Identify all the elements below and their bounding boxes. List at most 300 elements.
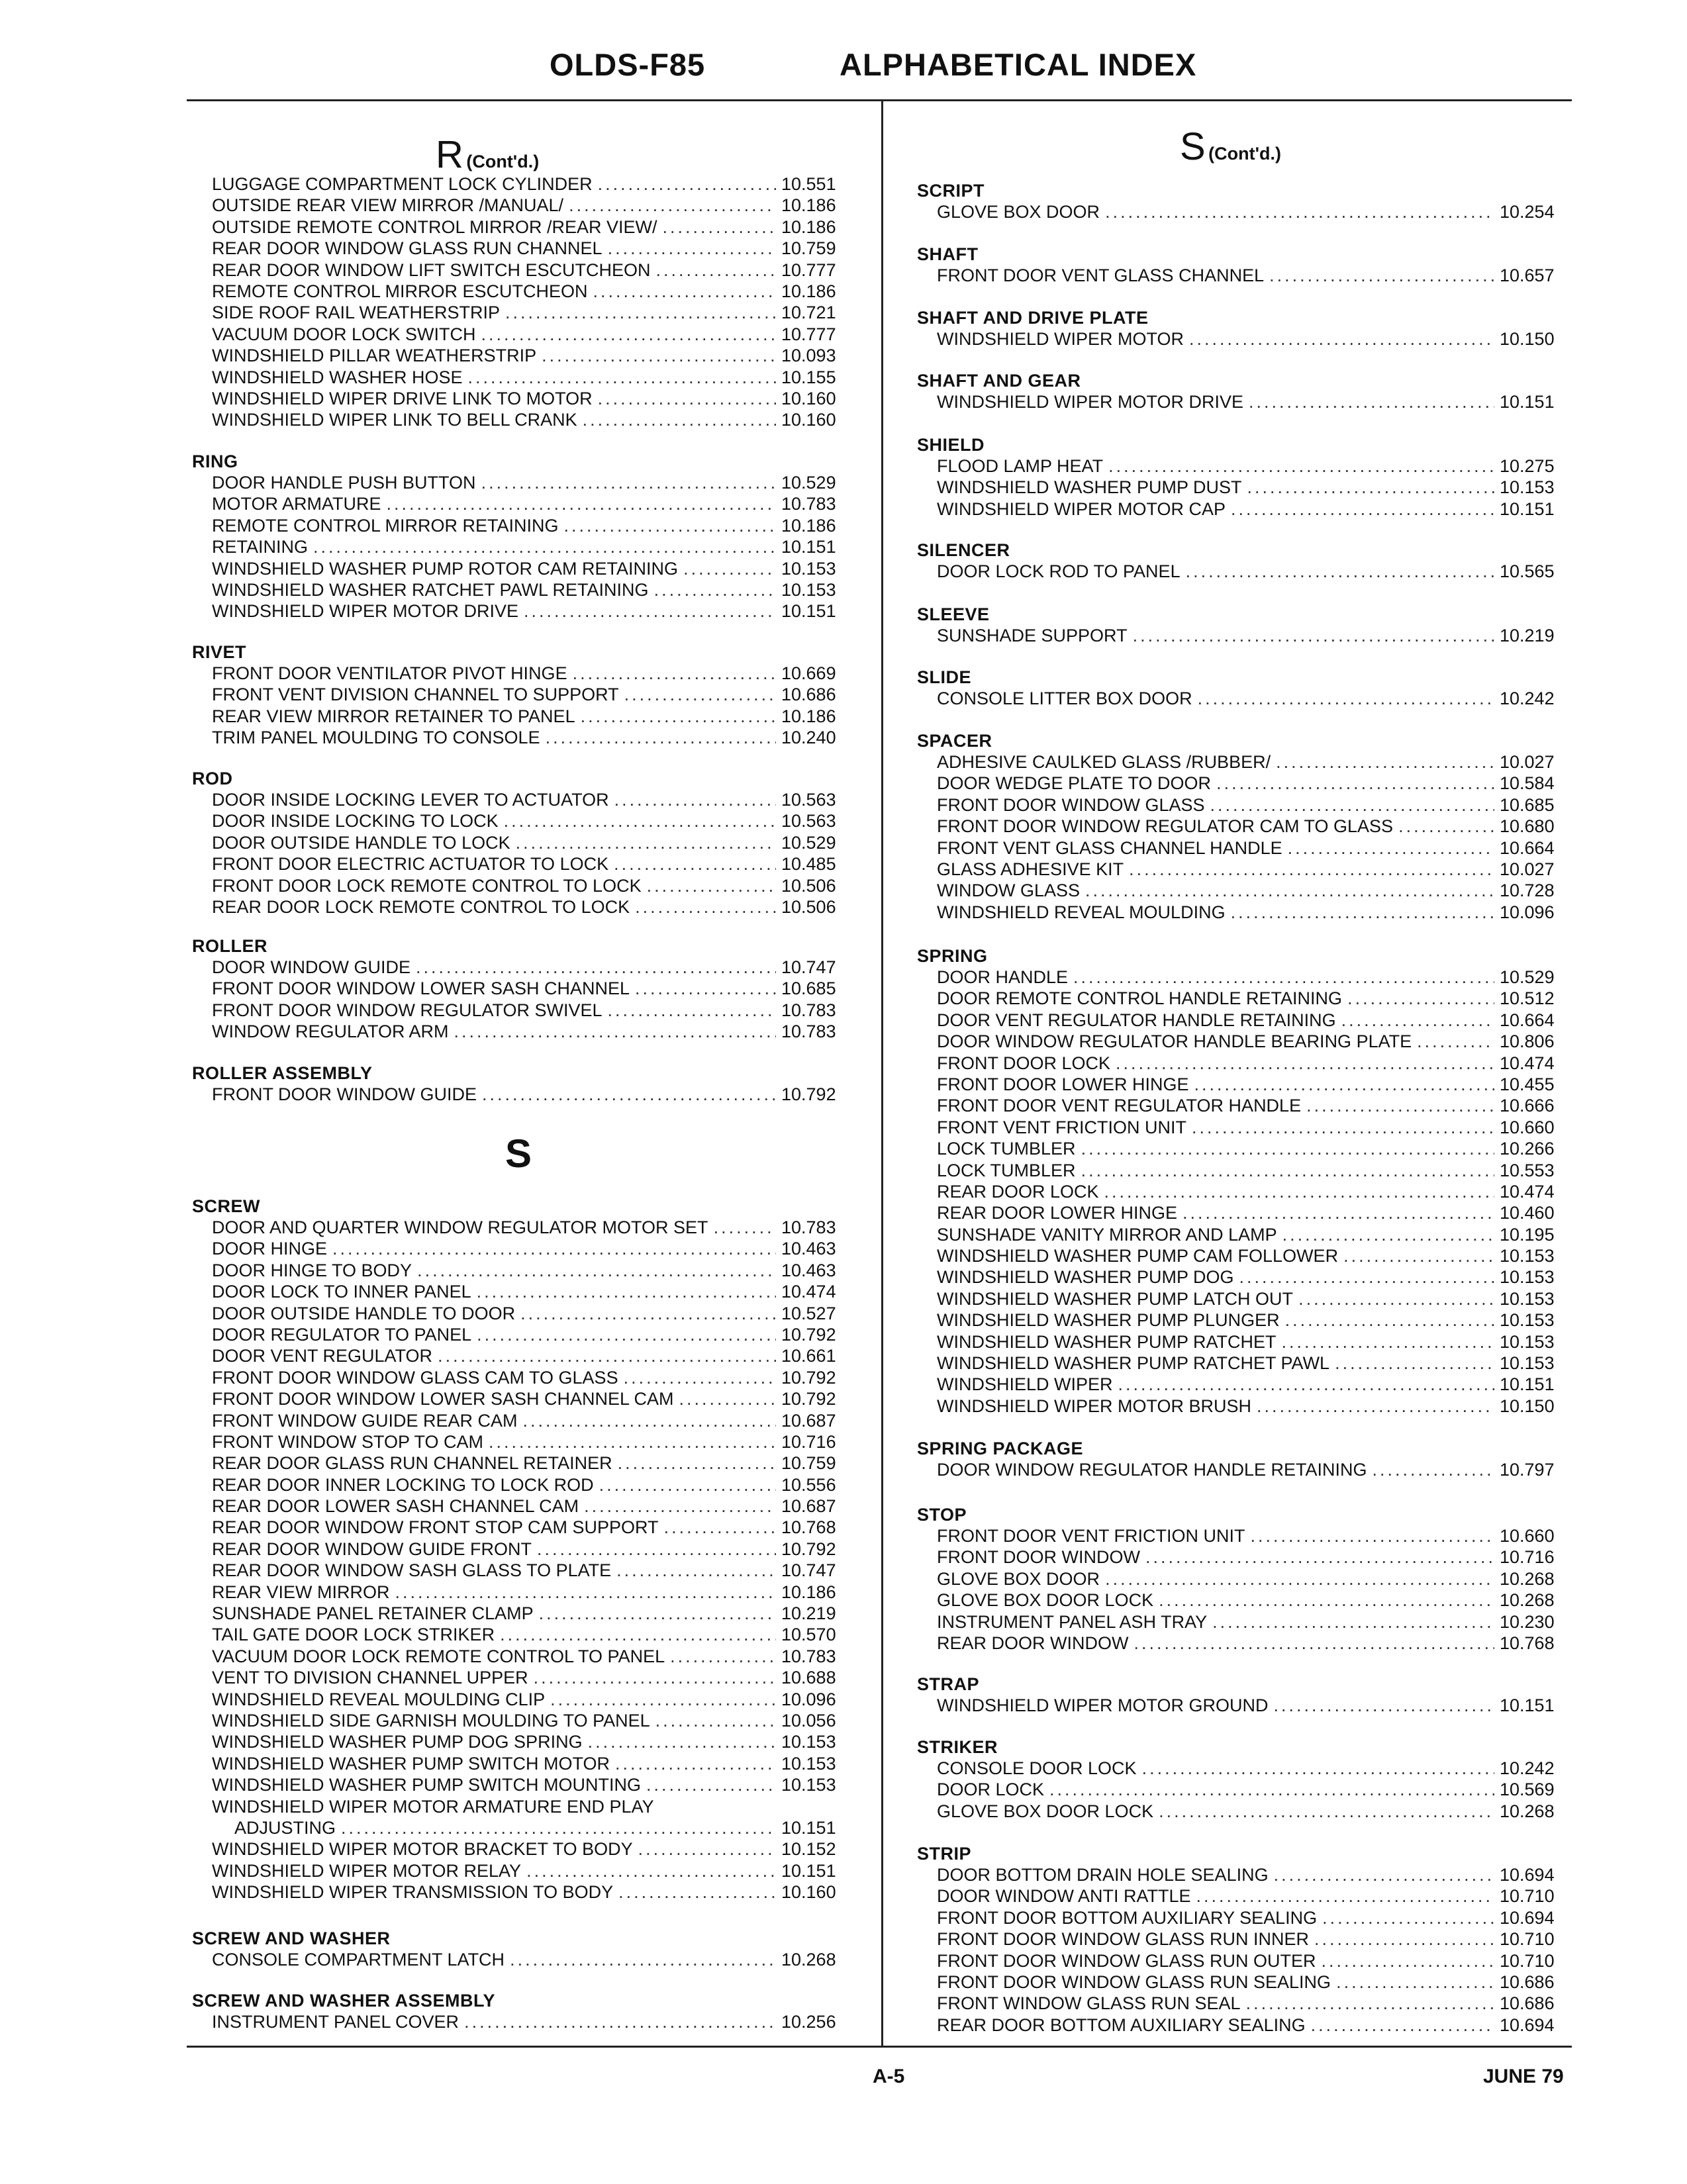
entry-page-ref: 10.268: [1500, 1568, 1555, 1589]
index-entry: [192, 853, 854, 875]
entry-text: FRONT DOOR WINDOW GLASS RUN OUTER: [937, 1950, 1316, 1971]
dot-leader: [608, 238, 776, 259]
entry-page-ref: 10.256: [781, 2012, 836, 2032]
index-entry: [192, 1838, 854, 1860]
dot-leader: [523, 1410, 777, 1431]
entry-page-ref: 10.153: [781, 558, 836, 579]
entry-page-ref: 10.694: [1500, 2015, 1555, 2035]
entry-page-ref: 10.716: [1500, 1547, 1555, 1568]
index-entry: [192, 238, 854, 259]
dot-leader: [663, 216, 776, 238]
entry-text: MOTOR ARMATURE: [212, 494, 381, 514]
index-entry: [917, 1202, 1572, 1223]
dot-leader: [618, 1452, 776, 1474]
index-entry: [192, 1646, 854, 1667]
dot-leader: [1298, 1288, 1494, 1309]
entry-page-ref: 10.570: [781, 1625, 836, 1645]
dot-leader: [1288, 837, 1494, 859]
entry-text: DOOR WINDOW REGULATOR HANDLE RETAINING: [937, 1460, 1367, 1480]
dot-leader: [1192, 1117, 1494, 1138]
index-entry: [192, 1710, 854, 1731]
index-entry: [192, 1238, 854, 1259]
dot-leader: [1142, 1758, 1494, 1779]
group-spring-package: [917, 1438, 1572, 1480]
dot-leader: [683, 558, 776, 579]
dot-leader: [1105, 1568, 1494, 1590]
entry-text: WINDSHIELD WIPER TRANSMISSION TO BODY: [212, 1882, 614, 1903]
dot-leader: [635, 978, 776, 999]
entry-text: FRONT DOOR VENT FRICTION UNIT: [937, 1526, 1245, 1546]
entry-text: SIDE ROOF RAIL WEATHERSTRIP: [212, 303, 501, 323]
group-shaft: [917, 244, 1572, 286]
entry-page-ref: 10.768: [781, 1517, 836, 1538]
entry-text: REAR DOOR WINDOW FRONT STOP CAM SUPPORT: [212, 1517, 659, 1538]
index-entry: [192, 1796, 854, 1817]
dot-leader: [1073, 967, 1494, 988]
dot-leader: [679, 1388, 776, 1409]
index-entry: [192, 978, 854, 999]
index-entry: [192, 1021, 854, 1042]
entry-page-ref: 10.553: [1500, 1160, 1555, 1180]
group-title: SCREW AND WASHER ASSEMBLY: [192, 1991, 496, 2011]
dot-leader: [1194, 1074, 1494, 1095]
entry-page-ref: 10.455: [1500, 1074, 1555, 1094]
entry-text: WINDSHIELD WIPER MOTOR GROUND: [937, 1695, 1269, 1715]
index-entry: [917, 499, 1572, 520]
entry-text: WINDSHIELD WASHER HOSE: [212, 367, 463, 387]
dot-leader: [670, 1646, 776, 1667]
entry-text: REAR DOOR WINDOW GUIDE FRONT: [212, 1539, 532, 1559]
index-entry: [192, 1624, 854, 1645]
footer-rule: [187, 2046, 1572, 2048]
column-divider: [881, 101, 883, 2046]
entry-page-ref: 10.268: [781, 1950, 836, 1970]
entry-page-ref: 10.584: [1500, 773, 1555, 794]
group-title: SPRING PACKAGE: [917, 1439, 1084, 1458]
letter-heading-r: [436, 132, 539, 177]
index-entry: [917, 328, 1572, 350]
entry-page-ref: 10.687: [781, 1410, 836, 1431]
entry-page-ref: 10.186: [781, 515, 836, 536]
index-entry: [917, 1374, 1572, 1395]
group-title: SCRIPT: [917, 181, 985, 201]
entry-page-ref: 10.460: [1500, 1203, 1555, 1223]
entry-text: FRONT DOOR LOCK REMOTE CONTROL TO LOCK: [212, 875, 642, 896]
dot-leader: [1311, 2015, 1494, 2036]
index-entry: [192, 1474, 854, 1496]
dot-leader: [608, 1000, 776, 1021]
dot-leader: [1249, 391, 1494, 412]
index-entry: [192, 957, 854, 978]
entry-page-ref: 10.153: [781, 579, 836, 600]
index-entry: [192, 1217, 854, 1238]
entry-text: DOOR INSIDE LOCKING LEVER TO ACTUATOR: [212, 790, 609, 810]
index-entry: [917, 967, 1572, 988]
dot-leader: [464, 2011, 776, 2032]
index-entry: [917, 880, 1572, 901]
dot-leader: [615, 1753, 776, 1774]
dot-leader: [332, 1238, 776, 1259]
index-entry: [917, 1568, 1572, 1590]
index-entry: [917, 1885, 1572, 1907]
entry-page-ref: 10.687: [781, 1496, 836, 1517]
dot-leader: [1269, 265, 1494, 286]
group-title: SHAFT: [917, 244, 979, 264]
dot-leader: [655, 1710, 776, 1731]
dot-leader: [599, 1474, 776, 1496]
group-title: SLIDE: [917, 667, 972, 687]
group-shaft-and-drive-plate: [917, 307, 1572, 350]
entry-page-ref: 10.792: [781, 1324, 836, 1345]
entry-page-ref: 10.569: [1500, 1780, 1555, 1800]
entry-page-ref: 10.777: [781, 260, 836, 280]
dot-leader: [1159, 1590, 1494, 1611]
dot-leader: [520, 1303, 776, 1324]
entry-page-ref: 10.151: [781, 537, 836, 557]
index-entry: [192, 727, 854, 748]
index-entry: [917, 859, 1572, 880]
entry-page-ref: 10.056: [781, 1710, 836, 1731]
entry-page-ref: 10.556: [781, 1474, 836, 1495]
entry-page-ref: 10.268: [1500, 1801, 1555, 1821]
entry-page-ref: 10.153: [781, 1753, 836, 1774]
index-entry: [917, 988, 1572, 1009]
dot-leader: [468, 367, 776, 388]
dot-leader: [1159, 1801, 1494, 1822]
dot-leader: [638, 1838, 776, 1860]
index-entry: [917, 561, 1572, 582]
entry-text: TAIL GATE DOOR LOCK STRIKER: [212, 1625, 495, 1645]
index-entry: [917, 751, 1572, 773]
entry-text: SUNSHADE PANEL RETAINER CLAMP: [212, 1603, 534, 1624]
entry-page-ref: 10.242: [1500, 688, 1555, 708]
entry-text: WINDSHIELD WIPER DRIVE LINK TO MOTOR: [212, 388, 593, 408]
dot-leader: [583, 409, 776, 430]
dot-leader: [477, 1281, 776, 1302]
entry-text: VACUUM DOOR LOCK SWITCH: [212, 324, 476, 344]
entry-page-ref: 10.219: [1500, 626, 1555, 645]
dot-leader: [1282, 1224, 1494, 1245]
entry-page-ref: 10.728: [1500, 880, 1555, 901]
entry-page-ref: 10.710: [1500, 1929, 1555, 1950]
dot-leader: [1105, 201, 1494, 222]
entry-page-ref: 10.242: [1500, 1758, 1555, 1778]
entry-page-ref: 10.240: [781, 728, 836, 748]
dot-leader: [1251, 1525, 1495, 1546]
dot-leader: [546, 727, 776, 748]
entry-text: FRONT DOOR WINDOW GLASS RUN SEALING: [937, 1971, 1331, 1992]
group-title: RIVET: [192, 642, 247, 662]
dot-leader: [1257, 1396, 1494, 1417]
entry-page-ref: 10.254: [1500, 202, 1555, 222]
entry-text: WINDSHIELD SIDE GARNISH MOULDING TO PANEL: [212, 1710, 650, 1731]
dot-leader: [1118, 1374, 1494, 1395]
index-entry: [192, 1539, 854, 1560]
entry-text: FRONT WINDOW GUIDE REAR CAM: [212, 1410, 518, 1431]
entry-page-ref: 10.230: [1500, 1611, 1555, 1632]
entry-text: WINDOW GLASS: [937, 880, 1081, 901]
group-title: STRAP: [917, 1674, 980, 1694]
dot-leader: [664, 1517, 776, 1538]
dot-leader: [341, 1817, 776, 1838]
entry-text: GLOVE BOX DOOR LOCK: [937, 1801, 1154, 1821]
index-entry: [192, 1260, 854, 1281]
dot-leader: [1335, 1353, 1494, 1374]
index-entry: [192, 1689, 854, 1710]
entry-text: WINDSHIELD WIPER MOTOR BRUSH: [937, 1396, 1252, 1416]
index-entry: [192, 1431, 854, 1452]
index-entry: [917, 1224, 1572, 1245]
index-entry: [192, 1560, 854, 1581]
dot-leader: [489, 1431, 776, 1452]
entry-text: WINDSHIELD WASHER PUMP DUST: [937, 477, 1242, 498]
entry-page-ref: 10.266: [1500, 1139, 1555, 1159]
entry-page-ref: 10.792: [781, 1539, 836, 1559]
dot-leader: [1189, 328, 1494, 350]
letter-heading-s-cont: [1180, 124, 1281, 169]
dot-leader: [1347, 988, 1494, 1009]
index-entry: [192, 1084, 854, 1105]
entry-page-ref: 10.150: [1500, 1396, 1555, 1416]
index-entry: [192, 706, 854, 727]
group-strap: [917, 1674, 1572, 1716]
index-entry: [192, 345, 854, 366]
entry-page-ref: 10.506: [781, 875, 836, 896]
index-entry: [917, 1031, 1572, 1052]
dot-leader: [1049, 1779, 1494, 1800]
index-entry: [192, 1582, 854, 1603]
entry-text: DOOR VENT REGULATOR HANDLE RETAINING: [937, 1010, 1336, 1030]
entry-text: FRONT DOOR WINDOW REGULATOR SWIVEL: [212, 1000, 602, 1020]
entry-text: REMOTE CONTROL MIRROR RETAINING: [212, 515, 559, 536]
entry-text: WINDOW REGULATOR ARM: [212, 1021, 449, 1042]
index-entry: [192, 2011, 854, 2032]
entry-page-ref: 10.686: [1500, 1993, 1555, 2014]
entry-page-ref: 10.093: [781, 346, 836, 366]
entry-page-ref: 10.153: [1500, 477, 1555, 498]
index-entry: [917, 2015, 1572, 2036]
index-entry: [917, 1950, 1572, 1971]
entry-page-ref: 10.685: [781, 978, 836, 999]
entry-page-ref: 10.657: [1500, 265, 1555, 285]
dot-leader: [1198, 688, 1494, 709]
group-silencer: [917, 540, 1572, 582]
dot-leader: [1081, 1138, 1494, 1159]
group-striker: [917, 1736, 1572, 1822]
entry-page-ref: 10.777: [781, 324, 836, 344]
index-entry: [192, 1388, 854, 1409]
group-spacer: [917, 730, 1572, 923]
dot-leader: [1306, 1095, 1494, 1116]
dot-leader: [616, 1560, 776, 1581]
entry-text: DOOR WINDOW ANTI RATTLE: [937, 1886, 1191, 1907]
dot-leader: [454, 1021, 776, 1042]
entry-text: REAR DOOR WINDOW: [937, 1633, 1129, 1653]
entry-text: WINDSHIELD WIPER MOTOR RELAY: [212, 1860, 522, 1881]
entry-page-ref: 10.783: [781, 1217, 836, 1237]
index-entry: [192, 1324, 854, 1345]
entry-page-ref: 10.721: [781, 303, 836, 323]
index-entry: [917, 1266, 1572, 1288]
index-entry: [917, 1779, 1572, 1800]
dot-leader: [1216, 773, 1494, 794]
entry-text: WINDSHIELD WIPER MOTOR BRACKET TO BODY: [212, 1839, 633, 1860]
dot-leader: [510, 1949, 776, 1970]
entry-text: SUNSHADE VANITY MIRROR AND LAMP: [937, 1224, 1277, 1245]
entry-text: FRONT DOOR ELECTRIC ACTUATOR TO LOCK: [212, 854, 609, 875]
entry-page-ref: 10.153: [1500, 1331, 1555, 1352]
group-title: SCREW AND WASHER: [192, 1928, 391, 1948]
dot-leader: [1282, 1331, 1494, 1353]
index-entry: [192, 684, 854, 705]
entry-text: WINDSHIELD PILLAR WEATHERSTRIP: [212, 346, 537, 366]
entry-page-ref: 10.186: [781, 706, 836, 726]
entry-text: REMOTE CONTROL MIRROR ESCUTCHEON: [212, 281, 588, 301]
index-entry: [192, 216, 854, 238]
entry-page-ref: 10.153: [1500, 1353, 1555, 1374]
group-roller-assembly: [192, 1063, 854, 1105]
dot-leader: [1182, 1202, 1494, 1223]
dot-leader: [656, 260, 776, 281]
index-entry: [917, 1288, 1572, 1309]
entry-page-ref: 10.160: [781, 388, 836, 408]
entry-page-ref: 10.660: [1500, 1117, 1555, 1137]
index-entry: [192, 302, 854, 323]
index-entry: [192, 1367, 854, 1388]
entry-page-ref: 10.474: [781, 1282, 836, 1302]
entry-page-ref: 10.527: [781, 1303, 836, 1323]
index-entry: [917, 1331, 1572, 1353]
entry-page-ref: 10.529: [781, 832, 836, 853]
entry-text: WINDSHIELD WASHER PUMP ROTOR CAM RETAINING: [212, 558, 679, 579]
dot-leader: [1247, 477, 1494, 498]
entry-page-ref: 10.685: [1500, 794, 1555, 815]
entry-text: FRONT DOOR WINDOW GLASS: [937, 794, 1205, 815]
entry-text: DOOR LOCK ROD TO PANEL: [937, 561, 1181, 581]
entry-page-ref: 10.096: [1500, 902, 1555, 922]
group-script: [917, 180, 1572, 222]
entry-text: WINDSHIELD WIPER LINK TO BELL CRANK: [212, 410, 577, 430]
entry-text: FRONT DOOR WINDOW GLASS RUN INNER: [937, 1929, 1310, 1950]
index-entry: [192, 832, 854, 853]
index-entry: [917, 1971, 1572, 1993]
index-entry: [192, 1817, 854, 1838]
entry-page-ref: 10.463: [781, 1239, 836, 1259]
group-rivet: [192, 641, 854, 749]
index-entry: [917, 688, 1572, 709]
entry-text: FRONT DOOR WINDOW REGULATOR CAM TO GLASS: [937, 816, 1394, 837]
entry-page-ref: 10.151: [1500, 1695, 1555, 1715]
index-entry: [192, 1281, 854, 1302]
group-title: SILENCER: [917, 540, 1010, 560]
index-entry: [192, 1603, 854, 1624]
entry-page-ref: 10.027: [1500, 752, 1555, 772]
index-entry: [917, 1928, 1572, 1950]
index-entry: [192, 789, 854, 810]
index-entry: [192, 1452, 854, 1474]
index-entry: [192, 324, 854, 345]
entry-page-ref: 10.783: [781, 1646, 836, 1666]
group-title: SLEEVE: [917, 604, 990, 624]
index-entry: [917, 902, 1572, 923]
entry-text: REAR DOOR LOWER SASH CHANNEL CAM: [212, 1496, 579, 1517]
index-entry: [192, 810, 854, 831]
dot-leader: [614, 789, 776, 810]
index-entry: [917, 1459, 1572, 1480]
dot-leader: [1212, 1611, 1494, 1633]
index-entry: [917, 477, 1572, 498]
entry-page-ref: 10.792: [781, 1389, 836, 1409]
group-title: SPRING: [917, 946, 988, 966]
entry-page-ref: 10.186: [781, 216, 836, 237]
dot-leader: [1085, 880, 1494, 901]
dot-leader: [516, 832, 776, 853]
entry-page-ref: 10.151: [1500, 392, 1555, 412]
entry-text: TRIM PANEL MOULDING TO CONSOLE: [212, 728, 540, 748]
group-title: SCREW: [192, 1196, 260, 1216]
letter-s: S: [505, 1131, 532, 1176]
entry-page-ref: 10.660: [1500, 1526, 1555, 1546]
index-entry: [192, 600, 854, 622]
entry-text: FLOOD LAMP HEAT: [937, 456, 1104, 476]
index-entry: [917, 1245, 1572, 1266]
dot-leader: [1276, 751, 1494, 773]
entry-text: LOCK TUMBLER: [937, 1139, 1076, 1159]
group-r-continued: [192, 173, 854, 431]
entry-page-ref: 10.747: [781, 1560, 836, 1581]
entry-text: DOOR BOTTOM DRAIN HOLE SEALING: [937, 1865, 1269, 1885]
group-title: STRIKER: [917, 1737, 998, 1757]
dot-leader: [1081, 1160, 1494, 1181]
entry-page-ref: 10.747: [781, 957, 836, 977]
entry-text: INSTRUMENT PANEL ASH TRAY: [937, 1611, 1208, 1632]
entry-page-ref: 10.096: [781, 1689, 836, 1709]
dot-leader: [1231, 499, 1494, 520]
index-entry: [917, 1758, 1572, 1779]
index-entry: [917, 455, 1572, 477]
group-roller: [192, 935, 854, 1043]
dot-leader: [1274, 1864, 1494, 1885]
dot-leader: [505, 302, 776, 323]
index-entry: [917, 391, 1572, 412]
entry-page-ref: 10.694: [1500, 1865, 1555, 1885]
entry-page-ref: 10.792: [781, 1084, 836, 1104]
entry-text: DOOR HINGE TO BODY: [212, 1260, 412, 1280]
entry-text: CONSOLE COMPARTMENT LATCH: [212, 1950, 505, 1970]
index-entry: [192, 558, 854, 579]
entry-text: GLOVE BOX DOOR: [937, 1568, 1100, 1589]
entry-page-ref: [781, 1796, 854, 1817]
entry-text: WINDSHIELD WASHER RATCHET PAWL RETAINING: [212, 579, 649, 600]
entry-page-ref: 10.686: [1500, 1971, 1555, 1992]
entry-text: LOCK TUMBLER: [937, 1160, 1076, 1180]
entry-page-ref: 10.152: [781, 1839, 836, 1860]
entry-page-ref: 10.150: [1500, 329, 1555, 349]
entry-text: CONSOLE DOOR LOCK: [937, 1758, 1137, 1778]
group-screw-and-washer: [192, 1928, 854, 1970]
entry-text: DOOR HANDLE: [937, 967, 1069, 987]
entry-text: FRONT VENT DIVISION CHANNEL TO SUPPORT: [212, 685, 619, 705]
entry-text: DOOR HINGE: [212, 1239, 328, 1259]
index-entry: [192, 515, 854, 536]
entry-text: REAR DOOR GLASS RUN CHANNEL RETAINER: [212, 1453, 612, 1474]
entry-text: FRONT WINDOW STOP TO CAM: [212, 1431, 484, 1452]
page-title: OLDS-F85: [550, 47, 706, 82]
dot-leader: [1116, 1053, 1494, 1074]
dot-leader: [1108, 455, 1494, 477]
entry-text: WINDSHIELD WASHER PUMP LATCH OUT: [937, 1288, 1294, 1309]
page-date: JUNE 79: [1483, 2065, 1564, 2087]
